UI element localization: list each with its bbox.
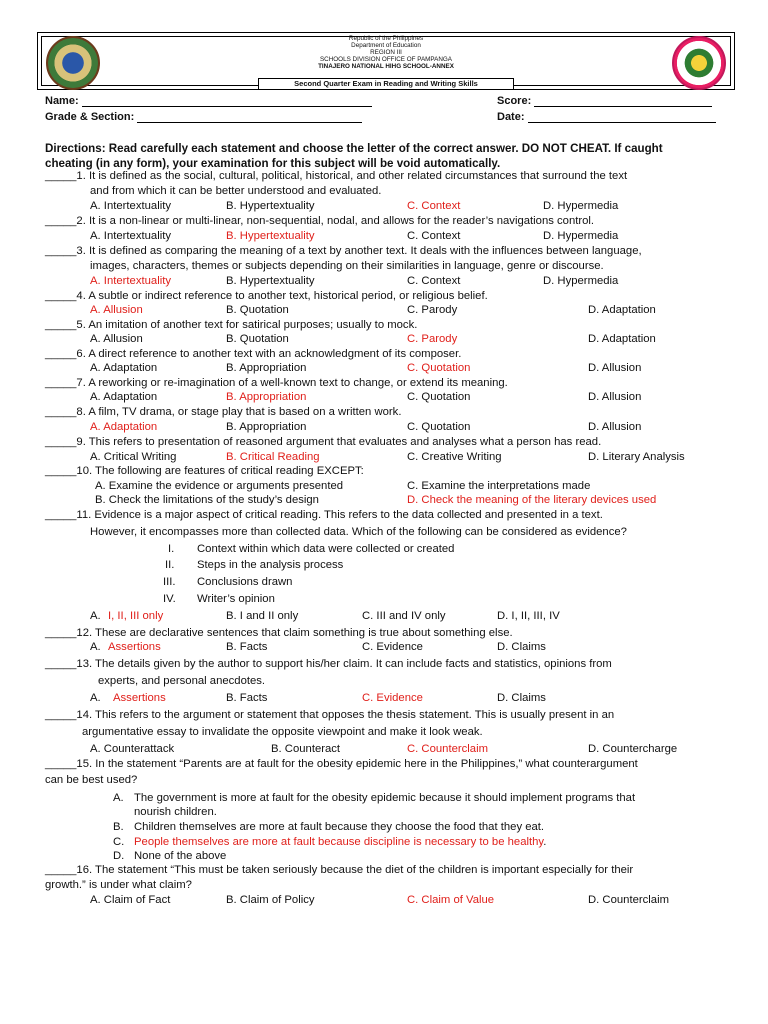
option[interactable]: A. Critical Writing [90, 451, 177, 463]
option-answer[interactable]: C. Counterclaim [407, 743, 488, 755]
option[interactable]: A. Intertextuality [90, 200, 171, 212]
option[interactable]: D. Adaptation [588, 304, 656, 316]
question-11: _____11. Evidence is a major aspect of critical reading. This refers to the data collected and presented in a text. [45, 509, 603, 521]
header-line: REGION III [370, 49, 402, 56]
grade-blank[interactable] [137, 112, 362, 123]
option-answer[interactable]: A. Intertextuality [90, 275, 171, 287]
option-cont: nourish children. [134, 806, 217, 818]
exam-title: Second Quarter Exam in Reading and Writing Skills [258, 78, 514, 90]
option-answer[interactable]: Assertions [108, 641, 161, 653]
option[interactable]: C. III and IV only [362, 610, 446, 622]
question-8: _____8. A film, TV drama, or stage play that is based on a written work. [45, 406, 402, 418]
question-12: _____12. These are declarative sentences that claim something is true about something else. [45, 627, 513, 639]
option[interactable]: B. I and II only [226, 610, 299, 622]
question-13: _____13. The details given by the author to support his/her claim. It can include facts and statistics, opinions from [45, 658, 612, 670]
score-field[interactable] [497, 95, 712, 107]
option-letter[interactable]: D. [113, 850, 125, 862]
option[interactable]: A. Adaptation [90, 362, 158, 374]
option[interactable]: C. Context [407, 230, 461, 242]
option[interactable]: D. Countercharge [588, 743, 678, 755]
date-blank[interactable] [528, 112, 716, 123]
question-13-cont: experts, and personal anecdotes. [98, 675, 266, 687]
option-letter[interactable]: B. [113, 821, 124, 833]
question-9: _____9. This refers to presentation of reasoned argument that evaluates and analyses what a person has read. [45, 436, 602, 448]
name-blank[interactable] [82, 96, 372, 107]
option-answer[interactable]: B. Hypertextuality [226, 230, 315, 242]
question-2: _____2. It is a non-linear or multi-linear, non-sequential, nodal, and allows for the reader’s navigations control. [45, 215, 595, 227]
grade-section-field[interactable] [45, 111, 362, 123]
option-letter[interactable]: A. [113, 792, 124, 804]
question-10: _____10. The following are features of critical reading EXCEPT: [45, 465, 364, 477]
option[interactable]: D. Allusion [588, 362, 642, 374]
question-6: _____6. A direct reference to another text with an acknowledgment of its composer. [45, 348, 462, 360]
question-15-cont: can be best used? [45, 774, 138, 786]
option[interactable]: B. Facts [226, 641, 268, 653]
grade-label: Grade & Section: [45, 111, 135, 123]
option[interactable]: C. Quotation [407, 391, 471, 403]
question-1-cont: and from which it can be better understood and evaluated. [90, 185, 382, 197]
question-14-cont: argumentative essay to invalidate the opposite viewpoint and make it look weak. [82, 726, 483, 738]
option[interactable]: B. Quotation [226, 333, 289, 345]
option-letter[interactable]: A. [90, 610, 101, 622]
option-answer[interactable]: C. Context [407, 200, 461, 212]
option-answer[interactable]: A. Allusion [90, 304, 143, 316]
option[interactable]: C. Examine the interpretations made [407, 480, 591, 492]
evidence-item: Writer’s opinion [197, 593, 275, 605]
option[interactable]: D. I, II, III, IV [497, 610, 560, 622]
option[interactable]: D. Adaptation [588, 333, 656, 345]
option[interactable]: A. Examine the evidence or arguments presented [95, 480, 344, 492]
option[interactable]: The government is more at fault for the obesity epidemic because it should implement programs that [134, 792, 636, 804]
option[interactable]: B. Hypertextuality [226, 275, 315, 287]
score-blank[interactable] [534, 96, 712, 107]
question-1: _____1. It is defined as the social, cultural, political, historical, and other related circumstances that surround the text [45, 170, 628, 182]
evidence-item: Conclusions drawn [197, 576, 293, 588]
question-3: _____3. It is defined as comparing the meaning of a text by another text. It deals with the influences between language, [45, 245, 642, 257]
option[interactable]: B. Claim of Policy [226, 894, 315, 906]
option-answer[interactable]: I, II, III only [108, 610, 164, 622]
option[interactable]: C. Evidence [362, 641, 423, 653]
option[interactable]: A. Counterattack [90, 743, 175, 755]
question-3-cont: images, characters, themes or subjects depending on their similarities in language, genre or discourse. [90, 260, 604, 272]
option[interactable]: B. Counteract [271, 743, 341, 755]
option-answer[interactable]: A. Adaptation [90, 421, 158, 433]
option[interactable]: A. Intertextuality [90, 230, 171, 242]
option-answer[interactable]: D. Check the meaning of the literary devices used [407, 494, 657, 506]
option-letter[interactable]: A. [90, 641, 101, 653]
answer-text: People themselves are more at fault because discipline is necessary to be healthy [134, 836, 544, 848]
option[interactable]: None of the above [134, 850, 227, 862]
question-4: _____4. A subtle or indirect reference to another text, historical period, or religious belief. [45, 290, 488, 302]
option-answer[interactable]: C. Claim of Value [407, 894, 495, 906]
evidence-item: Context within which data were collected or created [197, 543, 455, 555]
option[interactable]: D. Hypermedia [543, 200, 619, 212]
option-answer[interactable] [134, 836, 546, 848]
option[interactable]: B. Check the limitations of the study’s design [95, 494, 319, 506]
option[interactable]: D. Literary Analysis [588, 451, 685, 463]
option-answer[interactable]: C. Quotation [407, 362, 471, 374]
option[interactable]: D. Allusion [588, 421, 642, 433]
option[interactable]: D. Claims [497, 641, 546, 653]
evidence-item: Steps in the analysis process [197, 559, 344, 571]
option[interactable]: D. Counterclaim [588, 894, 669, 906]
option[interactable]: C. Creative Writing [407, 451, 502, 463]
name-label: Name: [45, 95, 79, 107]
option[interactable]: B. Quotation [226, 304, 289, 316]
header-line: Republic of the Philippines [348, 35, 424, 42]
option[interactable]: C. Quotation [407, 421, 471, 433]
school-name: TINAJERO NATIONAL HIHG SCHOOL-ANNEX [318, 63, 454, 70]
roman-numeral: II. [165, 559, 175, 571]
option[interactable]: B. Appropriation [226, 421, 307, 433]
option-letter[interactable]: A. [90, 692, 101, 704]
period: . [543, 836, 547, 848]
option[interactable]: D. Claims [497, 692, 546, 704]
score-label: Score: [497, 95, 532, 107]
option[interactable]: B. Appropriation [226, 362, 307, 374]
option[interactable]: A. Claim of Fact [90, 894, 171, 906]
option-answer[interactable]: C. Evidence [362, 692, 423, 704]
option-answer[interactable]: B. Critical Reading [226, 451, 320, 463]
question-11-cont: However, it encompasses more than collected data. Which of the following can be considered as evidence? [90, 526, 627, 538]
header-line: Department of Education [351, 42, 421, 49]
directions: Directions: Read carefully each statement and choose the letter of the correct answer. DO NOT CHEAT. If caught cheating (in any form), your examination for this subject will be void automatically. [45, 142, 663, 170]
option[interactable]: C. Context [407, 275, 461, 287]
option[interactable]: B. Hypertextuality [226, 200, 315, 212]
option[interactable]: C. Parody [407, 304, 458, 316]
question-5: _____5. An imitation of another text for satirical purposes; usually to mock. [45, 319, 418, 331]
roman-numeral: I. [168, 543, 175, 555]
option[interactable]: A. Adaptation [90, 391, 158, 403]
question-7: _____7. A reworking or re-imagination of a well-known text to change, or extend its meaning. [45, 377, 508, 389]
question-16: _____16. The statement “This must be taken seriously because the diet of the children is important especially for their [45, 864, 634, 876]
option-answer[interactable]: C. Parody [407, 333, 458, 345]
option[interactable]: Children themselves are more at fault because they choose the food that they eat. [134, 821, 545, 833]
option[interactable]: D. Hypermedia [543, 275, 619, 287]
question-16-cont: growth.” is under what claim? [45, 879, 192, 891]
roman-numeral: III. [163, 576, 176, 588]
option-letter[interactable]: C. [113, 836, 125, 848]
header-text [38, 35, 734, 70]
option[interactable]: D. Allusion [588, 391, 642, 403]
option-answer[interactable]: Assertions [113, 692, 166, 704]
question-15: _____15. In the statement “Parents are at fault for the obesity epidemic here in the Philippines,” what counterargument [45, 758, 638, 770]
roman-numeral: IV. [163, 593, 176, 605]
date-label: Date: [497, 111, 525, 123]
option[interactable]: D. Hypermedia [543, 230, 619, 242]
option[interactable]: B. Facts [226, 692, 268, 704]
header-line: SCHOOLS DIVISION OFFICE OF PAMPANGA [319, 56, 453, 63]
option-answer[interactable]: B. Appropriation [226, 391, 307, 403]
name-field[interactable] [45, 95, 372, 107]
question-14: _____14. This refers to the argument or statement that opposes the thesis statement. This is usually present in an [45, 709, 615, 721]
option[interactable]: A. Allusion [90, 333, 143, 345]
date-field[interactable] [497, 111, 716, 123]
